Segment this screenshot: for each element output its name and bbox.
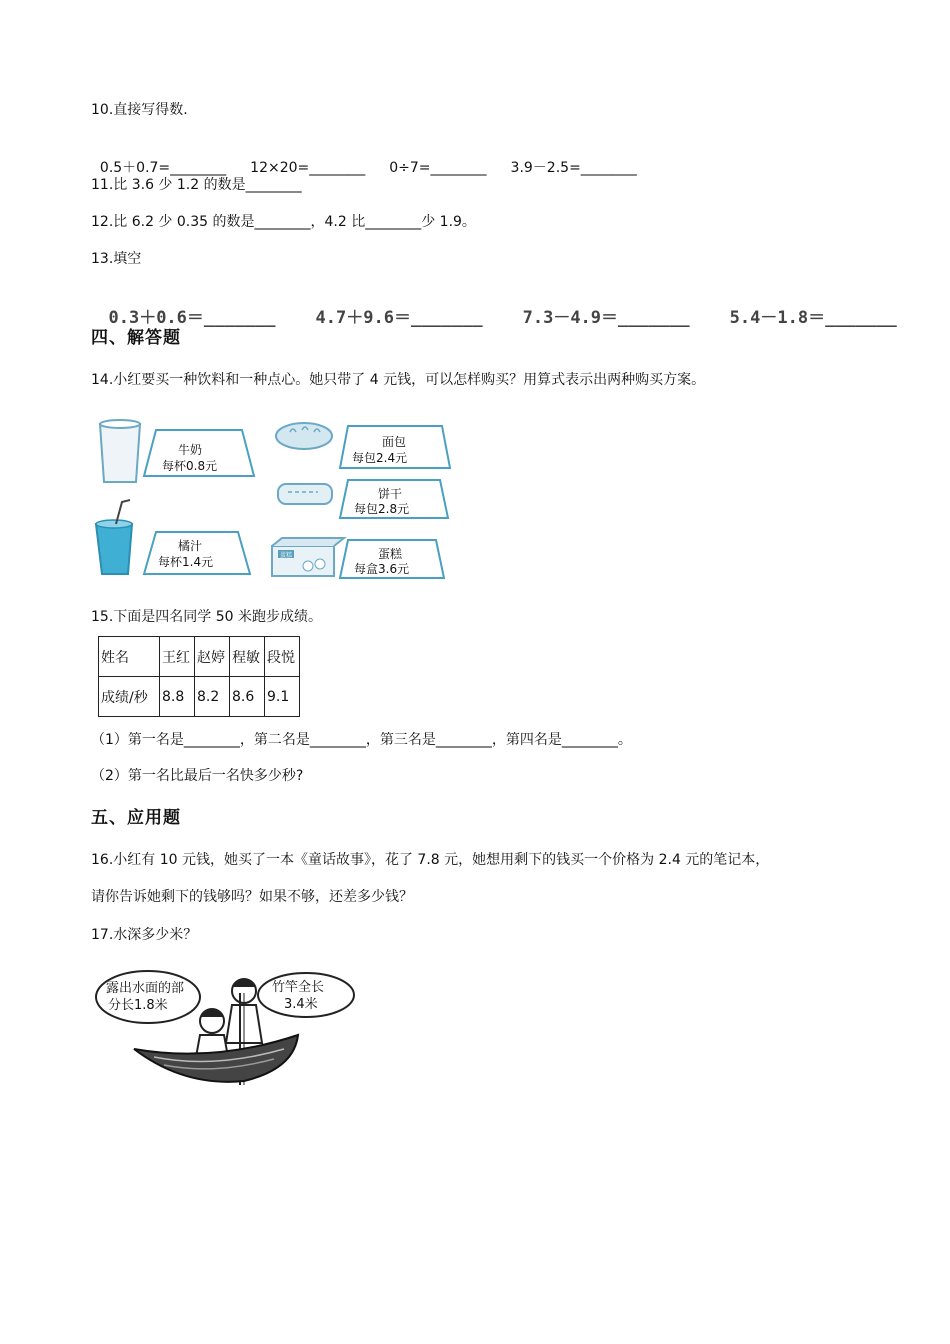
- table-header-cell: 姓名: [99, 637, 160, 677]
- q13-equations: [88, 283, 937, 328]
- price-card-milk: [144, 430, 254, 476]
- speech-bubble-right: [258, 973, 354, 1017]
- card-milk-name: 牛奶: [178, 443, 203, 457]
- table-header-cell: 王红: [160, 637, 195, 677]
- q14-price-illustration: [92, 412, 462, 584]
- cake-box-icon: [272, 538, 344, 576]
- table-row: [99, 637, 300, 677]
- table-row: [99, 677, 300, 717]
- q17-boat-illustration: [94, 965, 360, 1090]
- q17-text: 17.水深多少米？: [91, 927, 198, 943]
- juice-cup-icon: [96, 500, 132, 574]
- bubble-right-line1: 竹竿全长: [272, 980, 325, 995]
- table-header-cell: 段悦: [265, 637, 300, 677]
- q13-eq-4: 5.4－1.8＝_______: [729, 308, 897, 328]
- q10-items: [91, 138, 661, 178]
- bubble-left-line1: 露出水面的部: [106, 981, 185, 996]
- card-biscuit-name: 饼干: [378, 487, 403, 501]
- bread-icon: [276, 423, 332, 449]
- q13-eq-1: 0.3＋0.6＝_______: [108, 308, 276, 328]
- q13-eq-3: 7.3－4.9＝_______: [522, 308, 690, 328]
- bubble-right-line2: 3.4米: [284, 997, 318, 1012]
- children-icon: [196, 979, 262, 1057]
- table-cell: 8.6: [230, 677, 265, 717]
- q15-score-table: [98, 636, 300, 717]
- table-cell: 9.1: [265, 677, 300, 717]
- card-cake-price: 每盒3.6元: [354, 562, 410, 576]
- table-header-cell: 赵婷: [195, 637, 230, 677]
- q16-line2: 请你告诉她剩下的钱够吗？如果不够，还差多少钱？: [91, 889, 413, 905]
- q10-title: 10.直接写得数.: [91, 102, 188, 118]
- table-cell: 8.2: [195, 677, 230, 717]
- card-bread-price: 每包2.4元: [352, 451, 408, 465]
- q13-eq-2: 4.7＋9.6＝_______: [315, 308, 483, 328]
- section-5-heading: 五、应用题: [91, 808, 181, 828]
- cake-box-label: 蛋糕: [280, 552, 293, 559]
- q13-title: 13.填空: [91, 251, 142, 267]
- q10-item-2: 12×20=________: [250, 160, 366, 176]
- q14-text: 14.小红要买一种饮料和一种点心。她只带了 4 元钱，可以怎样购买？用算式表示出两种购买方案。: [91, 372, 706, 388]
- table-cell: 8.8: [160, 677, 195, 717]
- q12: 12.比 6.2 少 0.35 的数是________，4.2 比________少 1.9。: [91, 214, 476, 230]
- price-card-juice: [144, 532, 250, 574]
- q15-sub2: （2）第一名比最后一名快多少秒?: [91, 768, 304, 784]
- table-cell: 成绩/秒: [99, 677, 160, 717]
- card-biscuit-price: 每包2.8元: [354, 502, 410, 516]
- q10-item-1: 0.5＋0.7=________: [99, 160, 227, 176]
- price-card-cake: [340, 540, 444, 578]
- milk-glass-icon: [100, 420, 140, 482]
- q15-sub1: （1）第一名是________，第二名是________，第三名是________，第四名是________。: [91, 732, 632, 748]
- q10-item-4: 3.9－2.5=________: [510, 160, 637, 176]
- price-card-biscuit: [340, 480, 448, 518]
- bubble-left-line2: 分长1.8米: [108, 998, 168, 1013]
- q15-text: 15.下面是四名同学 50 米跑步成绩。: [91, 609, 322, 625]
- q16-line1: 16.小红有 10 元钱，她买了一本《童话故事》，花了 7.8 元，她想用剩下的钱买一个价格为 2.4 元的笔记本，: [91, 852, 770, 868]
- card-milk-price: 每杯0.8元: [162, 459, 218, 473]
- card-bread-name: 面包: [382, 435, 407, 449]
- price-card-bread: [340, 426, 450, 468]
- card-juice-price: 每杯1.4元: [158, 555, 214, 569]
- q11: 11.比 3.6 少 1.2 的数是________: [91, 177, 302, 193]
- table-header-cell: 程敏: [230, 637, 265, 677]
- q10-item-3: 0÷7=________: [389, 160, 487, 176]
- card-cake-name: 蛋糕: [378, 547, 403, 561]
- card-juice-name: 橘汁: [178, 539, 203, 553]
- section-4-heading: 四、解答题: [91, 328, 181, 348]
- speech-bubble-left: [96, 971, 200, 1023]
- biscuit-icon: [278, 484, 332, 504]
